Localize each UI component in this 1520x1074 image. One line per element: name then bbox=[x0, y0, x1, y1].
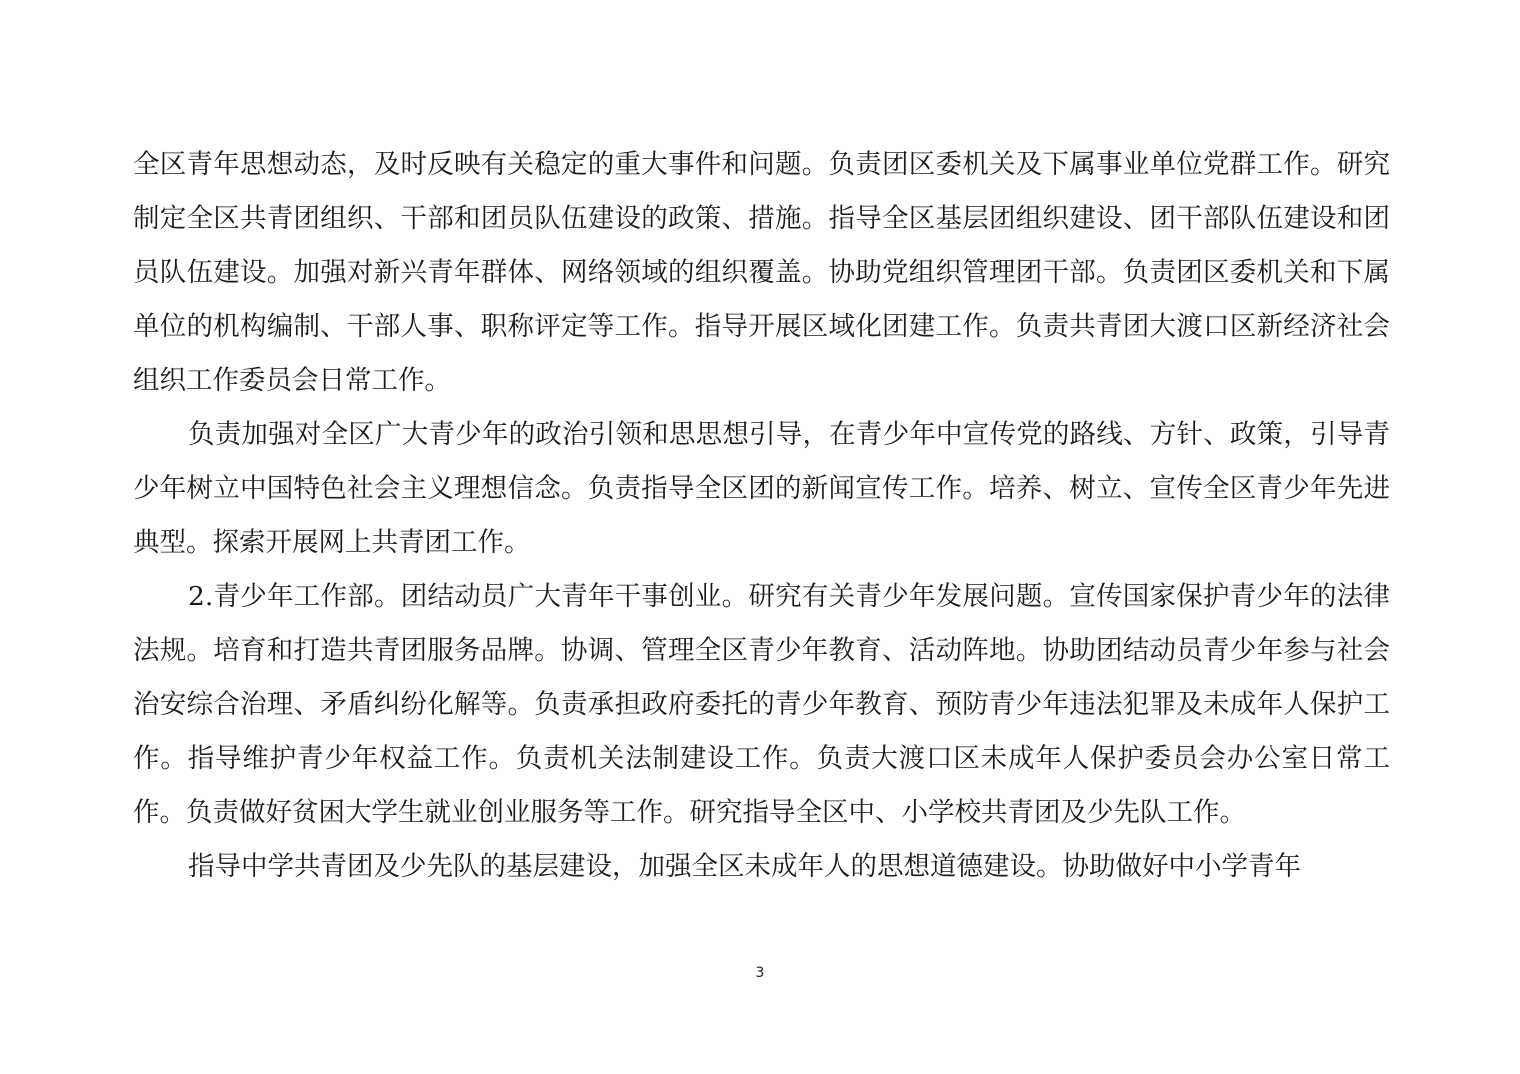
document-body bbox=[133, 138, 1390, 894]
paragraph-3: 2.青少年工作部。团结动员广大青年干事创业。研究有关青少年发展问题。宣传国家保护青少年的法律法规。培育和打造共青团服务品牌。协调、管理全区青少年教育、活动阵地。协助团结动员青少年参与社会治安综合治理、矛盾纠纷化解等。负责承担政府委托的青少年教育、预防青少年违法犯罪及未成年人保护工作。指导维护青少年权益工作。负责机关法制建设工作。负责大渡口区未成年人保护委员会办公室日常工作。负责做好贫困大学生就业创业服务等工作。研究指导全区中、小学校共青团及少先队工作。 bbox=[133, 581, 1390, 828]
page-number: 3 bbox=[755, 965, 765, 981]
paragraph-2: 负责加强对全区广大青少年的政治引领和思思想引导，在青少年中宣传党的路线、方针、政策，引导青少年树立中国特色社会主义理想信念。负责指导全区团的新闻宣传工作。培养、树立、宣传全区青少年先进典型。探索开展网上共青团工作。 bbox=[133, 419, 1390, 558]
paragraph-4: 指导中学共青团及少先队的基层建设，加强全区未成年人的思想道德建设。协助做好中小学青年 bbox=[188, 851, 1301, 882]
paragraph-1: 全区青年思想动态，及时反映有关稳定的重大事件和问题。负责团区委机关及下属事业单位党群工作。研究制定全区共青团组织、干部和团员队伍建设的政策、措施。指导全区基层团组织建设、团干部队伍建设和团员队伍建设。加强对新兴青年群体、网络领域的组织覆盖。协助党组织管理团干部。负责团区委机关和下属单位的机构编制、干部人事、职称评定等工作。指导开展区域化团建工作。负责共青团大渡口区新经济社会组织工作委员会日常工作。 bbox=[133, 149, 1390, 396]
